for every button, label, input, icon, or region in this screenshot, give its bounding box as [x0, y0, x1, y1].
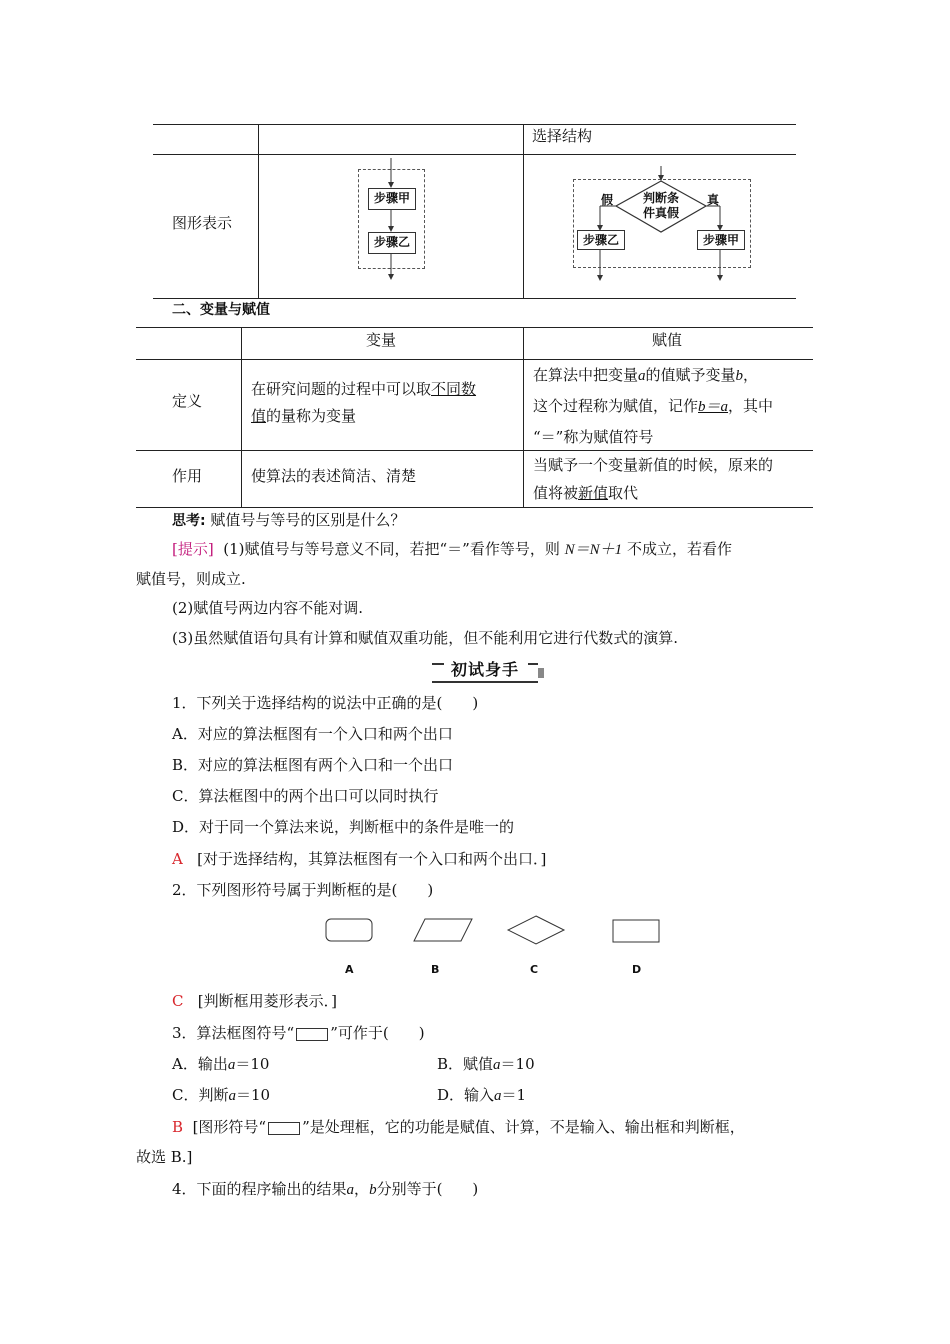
- process-box-symbol: [296, 1028, 328, 1041]
- variable-definition: 在研究问题的过程中可以取不同数 值的量称为变量: [251, 380, 477, 425]
- q1-option-c: C．算法框图中的两个出口可以同时执行: [172, 787, 439, 805]
- col-header-variable: 变量: [366, 331, 397, 349]
- row-label-graphic: 图形表示: [172, 214, 233, 232]
- row-label-definition: 定义: [172, 392, 203, 410]
- selection-step-false: 步骤乙: [577, 230, 625, 250]
- selection-condition: 判断条 件真假: [642, 191, 679, 220]
- question-4: 4．下面的程序输出的结果a，b分别等于( ): [172, 1180, 479, 1198]
- row-label-function: 作用: [172, 467, 203, 485]
- q2-label-a: A: [345, 963, 354, 976]
- q3-option-b: B．赋值a＝10: [437, 1055, 535, 1073]
- sequence-arrows: [380, 158, 402, 283]
- q1-answer: A [对于选择结构，其算法框图有一个入口和两个出口．]: [172, 850, 547, 868]
- q3-answer-cont: 故选 B.]: [136, 1148, 193, 1166]
- q3-option-d: D．输入a＝1: [437, 1086, 527, 1104]
- rectangle-shape: [613, 920, 659, 942]
- q3-stem: 3．算法框图符号“ ”可作于( ): [172, 1024, 425, 1042]
- assignment-definition: 在算法中把变量a的值赋予变量b， 这个过程称为赋值，记作b＝a，其中 “＝”称为赋值符号: [533, 366, 774, 446]
- q2-answer: C [判断框用菱形表示．]: [172, 992, 338, 1010]
- q2-label-c: C: [530, 963, 539, 976]
- q1-option-a: A．对应的算法框图有一个入口和两个出口: [172, 725, 453, 743]
- hint-line-2: (2)赋值号两边内容不能对调.: [172, 599, 364, 617]
- process-box-symbol: [268, 1122, 300, 1135]
- col-header-assignment: 赋值: [652, 331, 683, 349]
- q1-option-d: D．对于同一个算法来说，判断框中的条件是唯一的: [172, 818, 515, 836]
- label-true: 真: [707, 193, 720, 207]
- think-question: 思考: 赋值号与等号的区别是什么？: [172, 511, 406, 529]
- q2-shapes: [320, 912, 670, 952]
- parallelogram-shape: [414, 919, 472, 941]
- q1-option-b: B．对应的算法框图有两个入口和一个出口: [172, 756, 454, 774]
- hint-line-1: [提示] (1)赋值号与等号意义不同，若把“＝”看作等号，则 N＝N＋1 不成立，若看作: [172, 540, 732, 558]
- selection-step-true: 步骤甲: [697, 230, 745, 250]
- diamond-shape: [508, 916, 564, 944]
- selection-diagram-lines: [573, 166, 753, 284]
- header-selection-structure: 选择结构: [532, 127, 593, 145]
- q3-option-a: A．输出a＝10: [172, 1055, 270, 1073]
- label-false: 假: [601, 193, 614, 207]
- q3-option-c: C．判断a＝10: [172, 1086, 271, 1104]
- sequence-step-1: 步骤甲: [368, 188, 416, 210]
- banner-title: 初试身手: [451, 660, 520, 679]
- rounded-rect-shape: [326, 919, 372, 941]
- hint-tag: [提示]: [172, 540, 214, 558]
- variable-function: 使算法的表述简洁、清楚: [251, 467, 417, 485]
- hint-line-3: (3)虽然赋值语句具有计算和赋值双重功能，但不能利用它进行代数式的演算.: [172, 629, 679, 647]
- q2-label-b: B: [431, 963, 440, 976]
- hint-line-1-cont: 赋值号，则成立.: [136, 570, 246, 588]
- sequence-step-2: 步骤乙: [368, 232, 416, 254]
- section-title-variables: 二、变量与赋值: [172, 302, 270, 318]
- q2-label-d: D: [632, 963, 642, 976]
- q3-answer: B [图形符号“ ”是处理框，它的功能是赋值、计算，不是输入、输出框和判断框，: [172, 1118, 745, 1136]
- assignment-function: 当赋予一个变量新值的时候，原来的 值将被新值取代: [533, 456, 774, 502]
